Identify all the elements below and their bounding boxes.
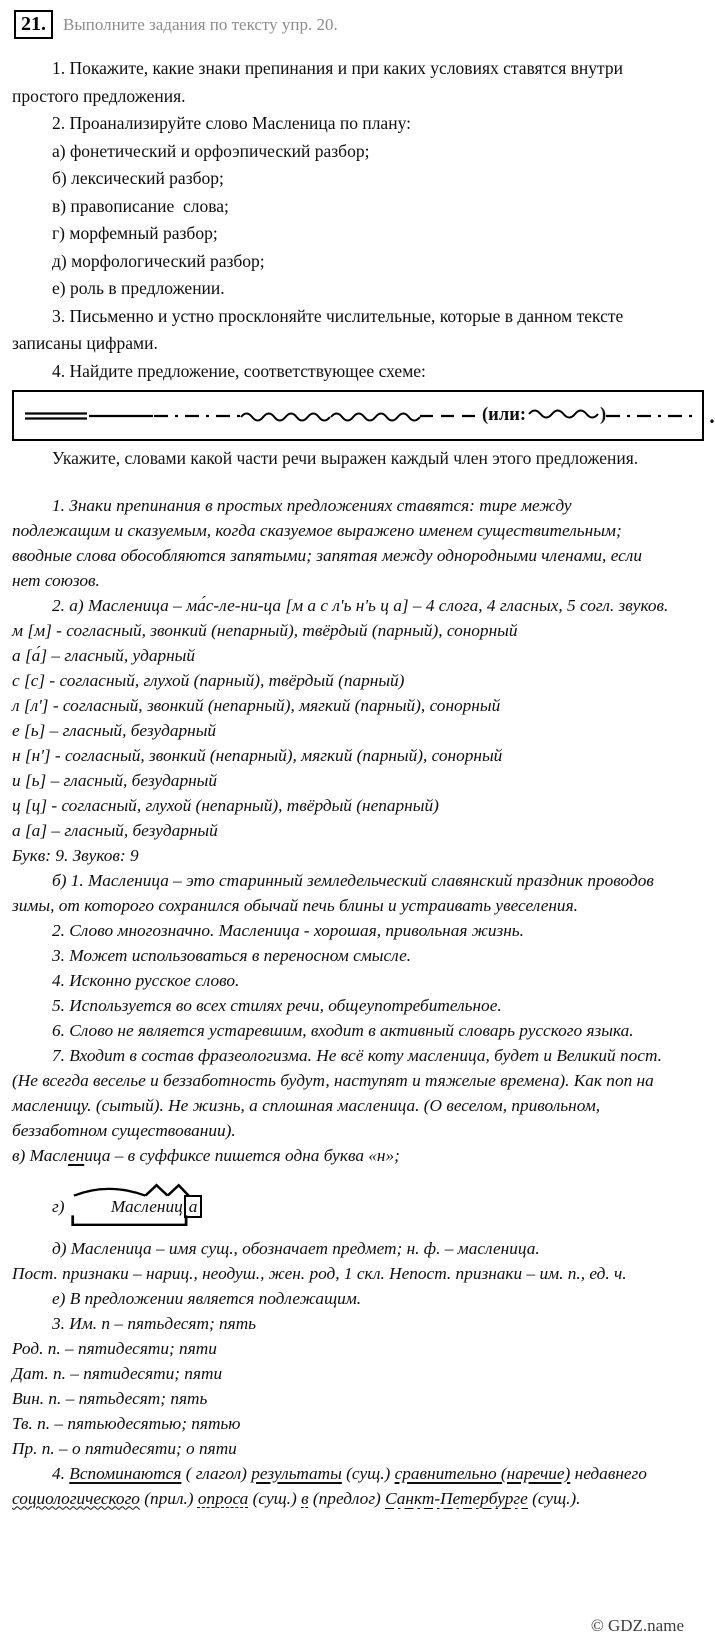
answer-paragraph <box>12 1236 670 1261</box>
answer-paragraph <box>12 743 670 768</box>
text-run: д) Масленица – имя сущ., обозначает предмет; н. ф. – масленица. <box>52 1238 540 1258</box>
text-run: 3. Им. п – пятьдесят; пять <box>52 1313 257 1333</box>
scheme-or-open-label: (или: <box>482 405 527 425</box>
answer-paragraph <box>12 818 670 843</box>
text-run: с [с] - согласный, глухой (парный), твёрдый (парный) <box>12 670 405 690</box>
task-line: 2. Проанализируйте слово Масленица по плану: <box>52 113 411 133</box>
text-run: е [ь] – гласный, безударный <box>12 720 217 740</box>
answer-paragraph <box>12 918 670 943</box>
text-run: л [л'] - согласный, звонкий (непарный), мягкий (парный), сонорный <box>12 695 501 715</box>
scheme-segment-solid-icon <box>88 410 154 422</box>
scheme-segment-double-icon <box>24 410 88 422</box>
text-run: и [ь] – гласный, безударный <box>12 770 218 790</box>
task-line: 4. Найдите предложение, соответствующее схеме: <box>52 360 426 381</box>
task-line: 3. Письменно и устно просклоняйте числительные, которые в данном тексте записаны цифрами. <box>12 305 624 353</box>
underlined-word: Вспоминаются <box>69 1463 182 1483</box>
answer-paragraph <box>12 793 670 818</box>
task-line: е) роль в предложении. <box>52 278 225 298</box>
answer-paragraph <box>12 843 670 868</box>
text-run: а [а́] – гласный, ударный <box>12 645 196 665</box>
text-run: 6. Слово не является устаревшим, входит в активный словарь русского языка. <box>52 1020 634 1040</box>
underlined-word: опроса <box>197 1488 249 1508</box>
text-run: 7. Входит в состав фразеологизма. Не всё коту масленица, будет и Великий пост. (Не всегда веселье и беззаботность будут, наступят и тяжелые времена). Как поп на масленицу. (сытый). Не жизнь, а сплошная масленица. (О веселом, привольном, беззаботном существовании). <box>12 1045 662 1140</box>
scheme-segment-wavy-icon <box>330 409 420 423</box>
scheme-or-close-label: ) <box>600 405 607 425</box>
scheme-segment-dashed-icon <box>420 410 482 422</box>
exercise-number-box: 21. <box>14 10 53 39</box>
answer-paragraph <box>12 1311 670 1336</box>
answer-paragraph <box>12 1386 670 1411</box>
scheme-segment-or-wavy <box>482 405 606 426</box>
wavy-line-icon <box>528 405 598 426</box>
morpheme-ending-box: а <box>184 1195 203 1218</box>
scheme-segment-wavy-icon <box>240 409 330 423</box>
task-line: в) правописание слова; <box>52 195 229 216</box>
text-run: (предлог) <box>308 1488 386 1508</box>
text-run: в) Масл <box>12 1145 69 1165</box>
answer-paragraph <box>12 1261 670 1286</box>
answer-paragraph <box>12 1411 670 1436</box>
task-line: д) морфологический разбор; <box>52 250 265 271</box>
sentence-scheme-row <box>12 390 715 441</box>
task-line: а) фонетический и орфоэпический разбор; <box>52 140 370 161</box>
morpheme-stem: Маслениц <box>110 1196 183 1216</box>
answer-paragraph <box>12 768 670 793</box>
text-run: (сущ.) <box>248 1488 302 1508</box>
underlined-word: в <box>301 1488 309 1508</box>
answer-paragraph <box>12 618 670 643</box>
text-run: м [м] - согласный, звонкий (непарный), твёрдый (парный), сонорный <box>12 620 518 640</box>
text-run: 2. Слово многозначно. Масленица - хорошая, привольная жизнь. <box>52 920 524 940</box>
text-run: 3. Может использоваться в переносном смысле. <box>52 945 412 965</box>
underlined-word: ен <box>68 1145 85 1165</box>
scheme-period: . <box>709 402 715 428</box>
morpheme-word <box>69 1180 205 1230</box>
text-run: Букв: 9. Звуков: 9 <box>12 845 139 865</box>
after-scheme-paragraph: Укажите, словами какой части речи выражен каждый член этого предложения. <box>52 448 639 468</box>
answer-paragraph <box>12 593 670 618</box>
footer-copyright: © GDZ.name <box>590 1616 684 1635</box>
underlined-word: результаты <box>251 1463 342 1483</box>
answer-paragraph <box>12 968 670 993</box>
text-run: б) 1. Масленица – это старинный земледельческий славянский праздник проводов зимы, от которого сохранился обычай печь блины и устраивать увеселения. <box>12 870 654 915</box>
text-run: Пост. признаки – нариц., неодуш., жен. род, 1 скл. Непост. признаки – им. п., ед. ч. <box>12 1263 627 1283</box>
text-run: 4. <box>52 1463 70 1483</box>
text-run: (сущ.) <box>341 1463 395 1483</box>
task-line: 1. Покажите, какие знаки препинания и при каких условиях ставятся внутри простого предложения. <box>12 58 623 106</box>
text-run: ц [ц] - согласный, глухой (непарный), твёрдый (непарный) <box>12 795 439 815</box>
text-run: а [а] – гласный, безударный <box>12 820 218 840</box>
tasks-section <box>12 55 670 385</box>
text-run: ица – в суффиксе пишется одна буква «н»; <box>84 1145 400 1165</box>
answer-paragraph <box>12 1143 670 1168</box>
task-line: г) морфемный разбор; <box>52 223 218 243</box>
text-run: 2. а) Масленица – ма́с-ле-ни-ца [м а с л'ь н'ь ц а] – 4 слога, 4 гласных, 5 согл. звуков. <box>52 595 669 615</box>
answer-section <box>12 493 670 1511</box>
text-run: Вин. п. – пятьдесят; пять <box>12 1388 208 1408</box>
text-run: н [н'] - согласный, звонкий (непарный), мягкий (парный), сонорный <box>12 745 503 765</box>
answer-paragraph <box>12 1018 670 1043</box>
scheme-segment-dashdot-icon <box>606 410 692 422</box>
text-run: (сущ.). <box>527 1488 581 1508</box>
text-run: Пр. п. – о пятидесяти; о пяти <box>12 1438 237 1458</box>
text-run: 4. Исконно русское слово. <box>52 970 240 990</box>
answer-paragraph <box>12 718 670 743</box>
answer-paragraph <box>12 1043 670 1143</box>
underlined-word: социологического <box>12 1488 140 1508</box>
answer-paragraph <box>12 943 670 968</box>
sentence-scheme-box <box>12 390 704 441</box>
answer-paragraph <box>12 668 670 693</box>
answer-paragraph <box>12 868 670 918</box>
text-run: (прил.) <box>139 1488 198 1508</box>
exercise-header <box>12 10 670 39</box>
answer-paragraph <box>12 1336 670 1361</box>
exercise-instruction: Выполните задания по тексту упр. 20. <box>63 14 338 34</box>
answer-paragraph <box>12 493 670 593</box>
text-run: Дат. п. – пятидесяти; пяти <box>12 1363 223 1383</box>
text-run: Род. п. – пятидесяти; пяти <box>12 1338 217 1358</box>
answer-paragraph <box>12 693 670 718</box>
text-run: 1. Знаки препинания в простых предложениях ставятся: тире между подлежащим и сказуемым, когда сказуемое выражено именем существительным; вводные слова обособляются запятыми; запятая между однородными членами, если нет союзов. <box>12 495 642 590</box>
answer-paragraph <box>12 643 670 668</box>
answer-paragraph <box>12 993 670 1018</box>
answer-paragraph <box>12 1461 670 1511</box>
text-run: е) В предложении является подлежащим. <box>52 1288 362 1308</box>
task-line: б) лексический разбор; <box>52 168 224 188</box>
answer-paragraph <box>12 1361 670 1386</box>
text-run: Тв. п. – пятьюдесятью; пятью <box>12 1413 241 1433</box>
morpheme-analysis-line <box>12 1180 670 1230</box>
text-run: недавнего <box>570 1463 647 1483</box>
underlined-word: сравнительно (наречие) <box>394 1463 571 1483</box>
text-run: 5. Используется во всех стилях речи, общеупотребительное. <box>52 995 502 1015</box>
scheme-segment-dashdot-icon <box>154 410 240 422</box>
text-run: ( глагол) <box>181 1463 252 1483</box>
underlined-word: Санкт-Петербурге <box>385 1488 528 1508</box>
morpheme-lead-label: г) <box>52 1196 69 1216</box>
answer-paragraph <box>12 1436 670 1461</box>
answer-paragraph <box>12 1286 670 1311</box>
